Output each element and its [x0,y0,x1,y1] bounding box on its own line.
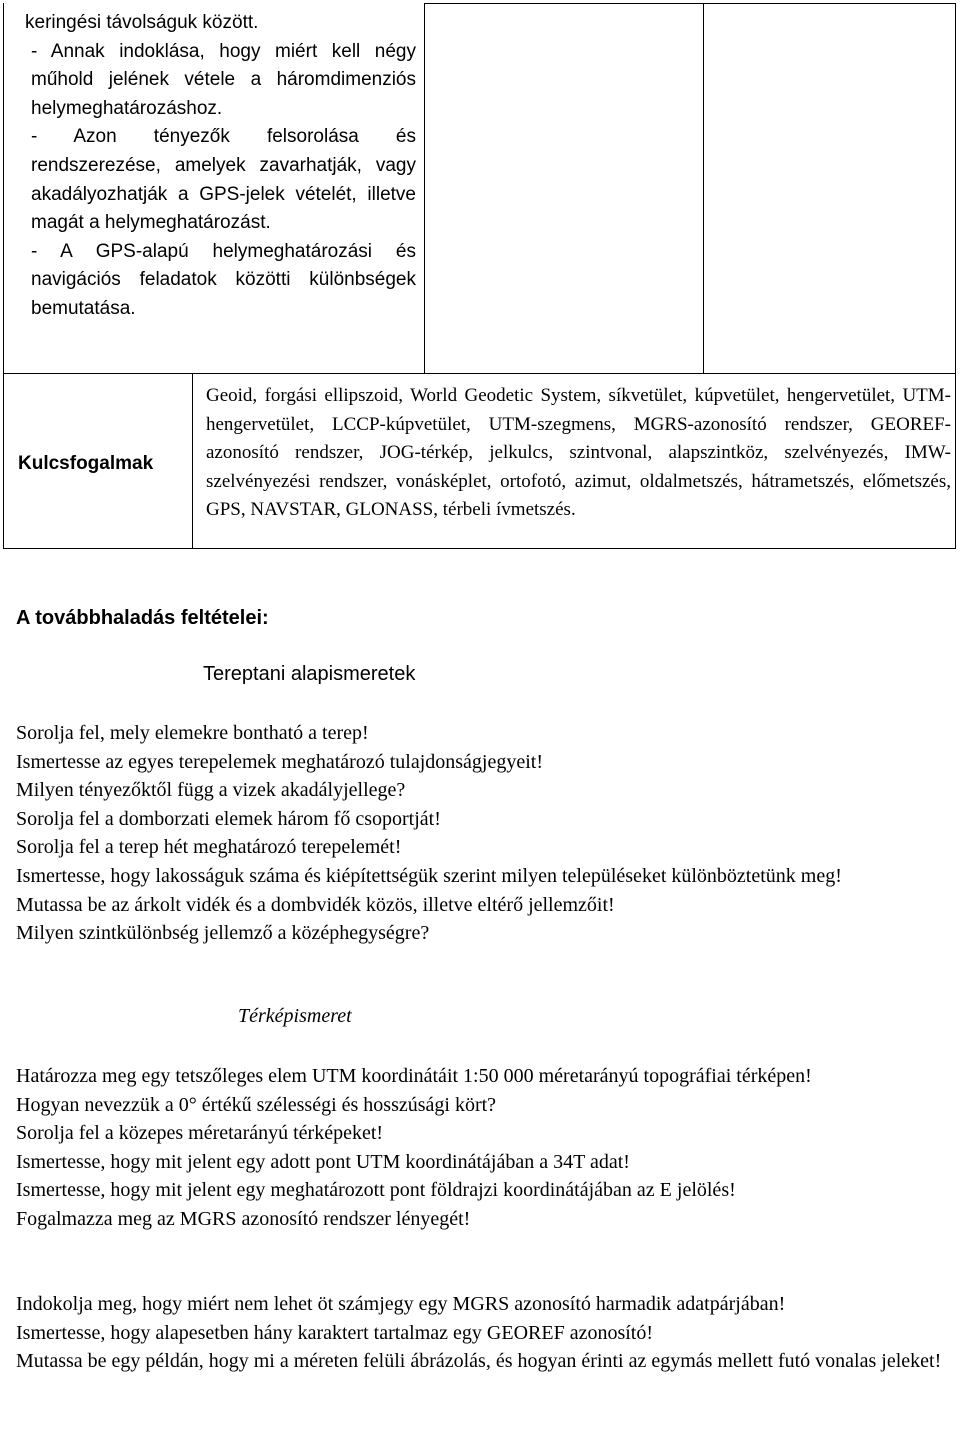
question-item: Mutassa be az árkolt vidék és a dombvidék közös, illetve eltérő jellemzőit! [16,893,615,916]
question-item: Ismertesse, hogy lakosságuk száma és kiépítettségük szerint milyen településeket különböztetünk meg! [16,864,842,887]
table-border-right [955,3,956,549]
question-item: Milyen szintkülönbség jellemző a középhegységre? [16,922,430,945]
question-item: Milyen tényezőktől függ a vizek akadályjellege? [16,779,406,802]
table-divider-upper-2 [703,3,704,373]
table-divider-upper [424,3,425,373]
question-item: Fogalmazza meg az MGRS azonosító rendszer lényegét! [16,1207,471,1230]
subsection-title-terrain: Tereptani alapismeretek [203,663,416,685]
table-row-divider [3,373,956,374]
table-border-left [3,3,4,549]
question-item: Ismertesse, hogy alapesetben hány karaktert tartalmaz egy GEOREF azonosító! [16,1321,654,1344]
key-concepts-label: Kulcsfogalmak [18,453,154,474]
question-item: Ismertesse az egyes terepelemek meghatározó tulajdonságjegyeit! [16,750,543,773]
table-border-bottom [3,548,956,549]
list-line: keringési távolságuk között. [25,12,259,33]
requirements-list [25,9,416,324]
map-questions [16,1062,953,1234]
question-item: Sorolja fel a közepes méretarányú térképeket! [16,1122,384,1145]
list-item: - Annak indoklása, hogy miért kell négy műhold jelének vétele a háromdimenziós helymeghatározáshoz. [31,40,416,119]
section-title: A továbbhaladás feltételei: [16,607,269,629]
table-border-top-right [424,3,956,4]
mgrs-questions [16,1290,953,1376]
top-table [3,3,956,549]
terrain-questions [16,719,953,948]
question-item: Sorolja fel, mely elemekre bontható a terep! [16,722,369,744]
list-item: - Azon tényezők felsorolása és rendszerezése, amelyek zavarhatják, vagy akadályozhatják a GPS-jelek vételét, illetve magát a helymeghatározást. [31,126,416,234]
question-item: Sorolja fel a terep hét meghatározó terepelemét! [16,836,402,859]
question-item: Hogyan nevezzük a 0° értékű szélességi és hosszúsági kört? [16,1093,497,1116]
list-item: - A GPS-alapú helymeghatározási és navigációs feladatok közötti különbségek bemutatása. [31,240,416,319]
question-item: Mutassa be egy példán, hogy mi a méreten felüli ábrázolás, és hogyan érinti az egymás mellett futó vonalas jeleket! [16,1350,942,1373]
subsection-title-maps: Térképismeret [238,1005,352,1027]
key-concepts-text: Geoid, forgási ellipszoid, World Geodetic System, síkvetület, kúpvetület, hengervetület, UTM-hengervetület, LCCP-kúpvetület, UTM-szegmens, MGRS-azonosító rendszer, GEOREF-azonosító rendszer, JOG-térkép, jelkulcs, szintvonal, alapszintköz, szelvényezés, IMW-szelvényezési rendszer, vonásképlet, ortofotó, azimut, oldalmetszés, hátrametszés, előmetszés, GPS, NAVSTAR, GLONASS, térbeli ívmetszés. [206,385,951,521]
question-item: Ismertesse, hogy mit jelent egy adott pont UTM koordinátájában a 34T adat! [16,1150,630,1173]
question-item: Sorolja fel a domborzati elemek három fő csoportját! [16,807,441,830]
question-item: Ismertesse, hogy mit jelent egy meghatározott pont földrajzi koordinátájában az E jelölés! [16,1179,736,1202]
question-item: Indokolja meg, hogy miért nem lehet öt számjegy egy MGRS azonosító harmadik adatpárjában! [16,1293,786,1315]
question-item: Határozza meg egy tetszőleges elem UTM koordinátáit 1:50 000 méretarányú topográfiai térképen! [16,1065,812,1087]
table-divider-lower [192,373,193,549]
